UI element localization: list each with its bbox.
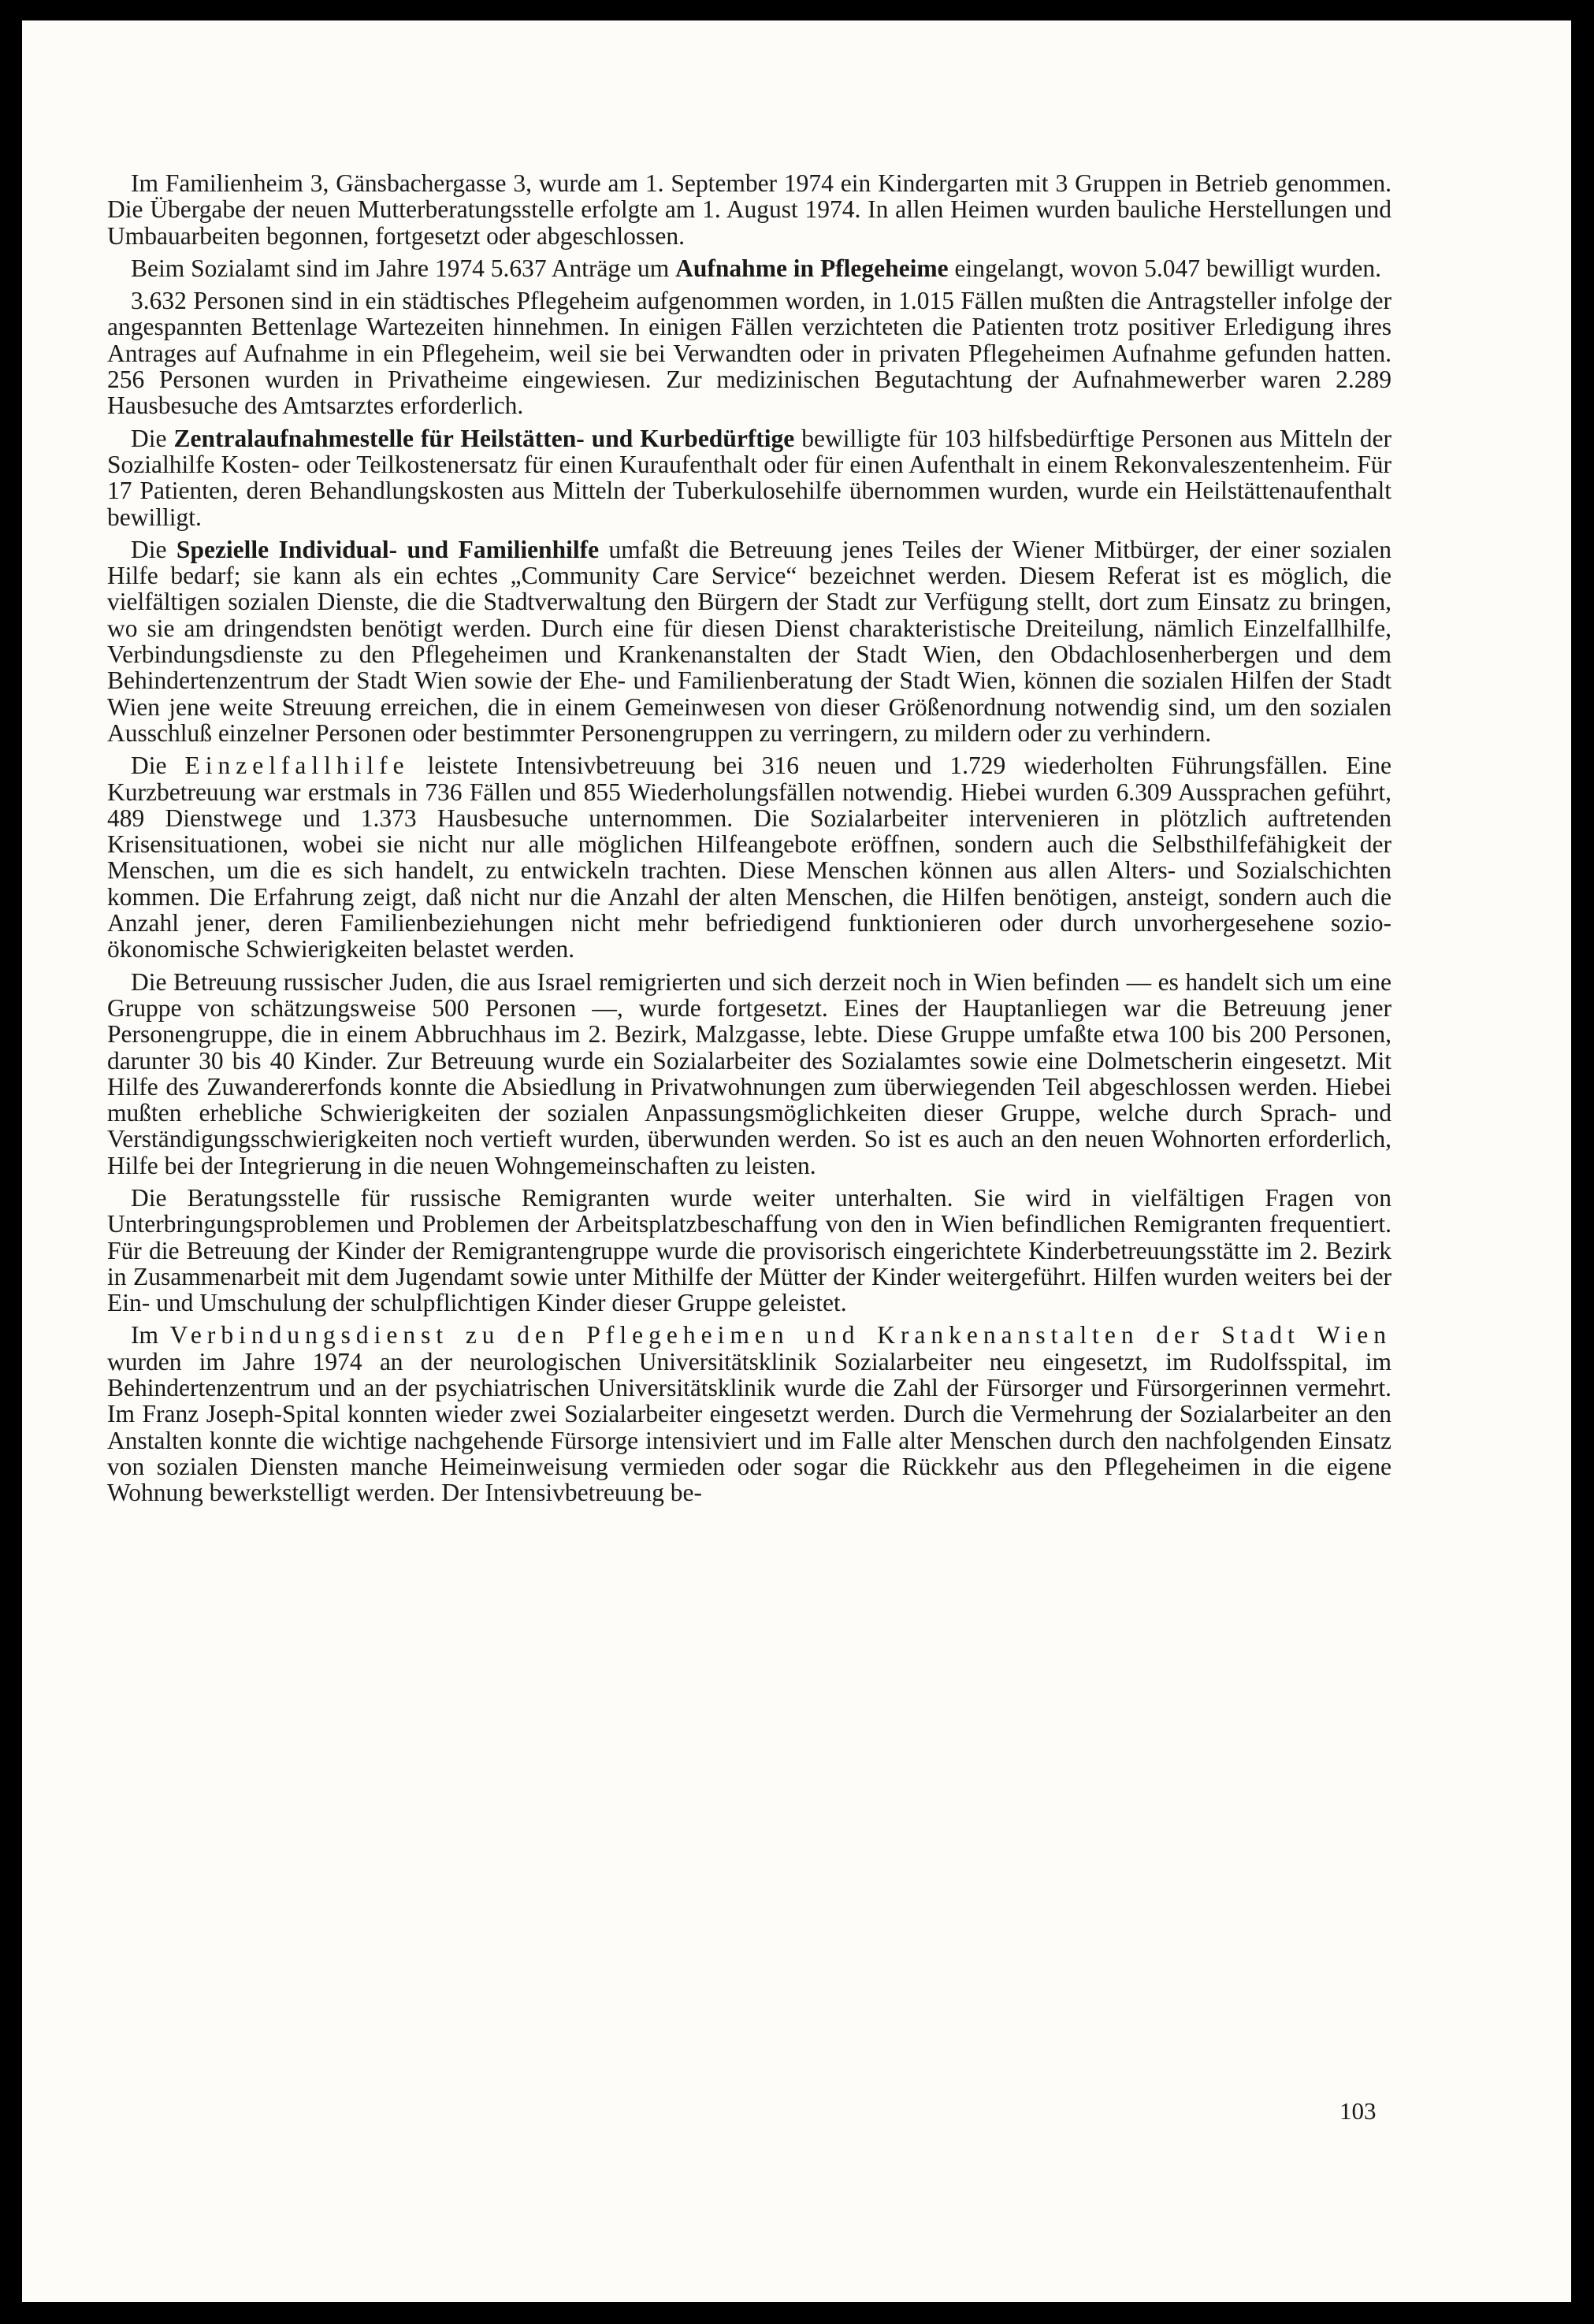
text-run: Im	[131, 1321, 170, 1349]
text-run: bewilligte für 103 hilfsbedürftige Personen aus Mitteln der Sozialhilfe Kosten- oder Teilkostenersatz für einen Kuraufenthalt oder für einen Aufenthalt in einem Rekonvaleszentenheim. Für 17 Patienten, deren Behandlungskosten aus Mitteln der Tuberkulosehilfe übernommen wurden, wurde ein Heilstättenaufenthalt bewilligt.	[107, 424, 1391, 531]
text-run: Die Betreuung russischer Juden, die aus Israel remigrierten und sich derzeit noch in Wien befinden — es handelt sich um eine Gruppe von schätzungsweise 500 Personen —, wurde fortgesetzt. Eines der Hauptanliegen war die Betreuung jener Personengruppe, die in einem Abbruchhaus im 2. Bezirk, Malzgasse, lebte. Diese Gruppe umfaßte etwa 100 bis 200 Personen, darunter 30 bis 40 Kinder. Zur Betreuung wurde ein Sozialarbeiter des Sozialamtes sowie eine Dolmetscherin eingesetzt. Mit Hilfe des Zuwandererfonds konnte die Absiedlung in Privatwohnungen zum überwiegenden Teil abgeschlossen werden. Hiebei mußten erhebliche Schwierigkeiten der sozialen Anpassungsmöglichkeiten dieser Gruppe, welche durch Sprach- und Verständigungsschwierigkeiten noch vertieft wurden, überwunden werden. So ist es auch an den neuen Wohnorten erforderlich, Hilfe bei der Integrierung in die neuen Wohngemeinschaften zu leisten.	[107, 967, 1391, 1179]
paragraph	[107, 969, 1391, 1179]
document-page	[22, 20, 1571, 2302]
text-run: Die	[131, 752, 185, 780]
paragraph	[107, 255, 1391, 281]
paragraph	[107, 536, 1391, 746]
text-run: Die Beratungsstelle für russische Remigranten wurde weiter unterhalten. Sie wird in vielfältigen Fragen von Unterbringungsproblemen und Problemen der Arbeitsplatzbeschaffung von den in Wien befindlichen Remigranten frequentiert. Für die Betreuung der Kinder der Remigrantengruppe wurde die provisorisch eingerichtete Kinderbetreuungsstätte im 2. Bezirk in Zusammenarbeit mit dem Jugendamt sowie unter Mithilfe der Mütter der Kinder weitergeführt. Hilfen wurden weiters bei der Ein- und Umschulung der schulpflichtigen Kinder dieser Gruppe geleistet.	[107, 1183, 1391, 1317]
text-run: umfaßt die Betreuung jenes Teiles der Wiener Mitbürger, der einer sozialen Hilfe bedarf; sie kann als ein echtes „Community Care Service“ bezeichnet werden. Diesem Referat ist es möglich, die vielfältigen sozialen Dienste, die die Stadtverwaltung den Bürgern der Stadt zur Verfügung stellt, dort zum Einsatz zu bringen, wo sie am dringendsten benötigt werden. Durch eine für diesen Dienst charakteristische Dreiteilung, nämlich Einzelfallhilfe, Verbindungsdienste zu den Pflegeheimen und Krankenanstalten der Stadt Wien, den Obdachlosenherbergen und dem Behindertenzentrum der Stadt Wien sowie der Ehe- und Familienberatung der Stadt Wien, können die sozialen Hilfen der Stadt Wien jene weite Streuung erreichen, die in einem Gemeinwesen von dieser Größenordnung notwendig sind, um den sozialen Ausschluß einzelner Personen oder bestimmter Personengruppen zu verringern, zu mildern oder zu verhindern.	[107, 535, 1391, 747]
bold-heading: Aufnahme in Pflegeheime	[675, 254, 949, 282]
paragraph	[107, 288, 1391, 418]
bold-heading: Spezielle Individual- und Familienhilfe	[176, 535, 600, 563]
text-run: Die	[131, 535, 176, 563]
paragraph	[107, 1322, 1391, 1505]
spaced-heading: Einzelfallhilfe	[184, 752, 410, 780]
spaced-heading: Verbindungsdienst zu den Pflegeheimen und Krankenanstalten der Stadt Wien	[169, 1321, 1391, 1349]
text-run: Die	[131, 424, 174, 452]
paragraph	[107, 425, 1391, 530]
paragraph	[107, 1185, 1391, 1316]
paragraph	[107, 170, 1391, 249]
text-run: eingelangt, wovon 5.047 bewilligt wurden.	[948, 254, 1382, 282]
paragraph	[107, 752, 1391, 962]
text-run: Im Familienheim 3, Gänsbachergasse 3, wurde am 1. September 1974 ein Kindergarten mit 3 Gruppen in Betrieb genommen. Die Übergabe der neuen Mutterberatungsstelle erfolgte am 1. August 1974. In allen Heimen wurden bauliche Herstellungen und Umbauarbeiten begonnen, fortgesetzt oder abgeschlossen.	[107, 169, 1391, 250]
page-number: 103	[1339, 2097, 1377, 2125]
text-run: Beim Sozialamt sind im Jahre 1974 5.637 Anträge um	[131, 254, 676, 282]
bold-heading: Zentralaufnahmestelle für Heilstätten- und Kurbedürftige	[173, 424, 795, 452]
text-run: wurden im Jahre 1974 an der neurologischen Universitätsklinik Sozialarbeiter neu eingesetzt, im Rudolfsspital, im Behindertenzentrum und an der psychiatrischen Universitätsklinik wurde die Zahl der Fürsorger und Fürsorgerinnen vermehrt. Im Franz Joseph-Spital konnten wieder zwei Sozialarbeiter eingesetzt werden. Durch die Vermehrung der Sozialarbeiter an den Anstalten konnte die wichtige nachgehende Fürsorge intensiviert und im Falle alter Menschen durch den nachfolgenden Einsatz von sozialen Diensten manche Heimeinweisung vermieden oder sogar die Rückkehr aus den Pflegeheimen in die eigene Wohnung bewerkstelligt werden. Der Intensivbetreuung be-	[107, 1347, 1391, 1507]
text-run: 3.632 Personen sind in ein städtisches Pflegeheim aufgenommen worden, in 1.015 Fällen mußten die Antragsteller infolge der angespannten Bettenlage Wartezeiten hinnehmen. In einigen Fällen verzichteten die Patienten trotz positiver Erledigung ihres Antrages auf Aufnahme in ein Pflegeheim, weil sie bei Verwandten oder in privaten Pflegeheimen Aufnahme gefunden hatten. 256 Personen wurden in Privatheime eingewiesen. Zur medizinischen Begutachtung der Aufnahmewerber waren 2.289 Hausbesuche des Amtsarztes erforderlich.	[107, 287, 1391, 420]
text-run: leistete Intensivbetreuung bei 316 neuen und 1.729 wiederholten Führungsfällen. Eine Kurzbetreuung war erstmals in 736 Fällen und 855 Wiederholungsfällen notwendig. Hiebei wurden 6.309 Aussprachen geführt, 489 Dienstwege und 1.373 Hausbesuche unternommen. Die Sozialarbeiter intervenieren in plötzlich auftretenden Krisensituationen, wobei sie nicht nur alle möglichen Hilfeangebote eröffnen, sondern auch die Selbsthilfefähigkeit der Menschen, um die es sich handelt, zu entwickeln trachten. Diese Menschen können aus allen Alters- und Sozialschichten kommen. Die Erfahrung zeigt, daß nicht nur die Anzahl der alten Menschen, die Hilfen benötigen, ansteigt, sondern auch die Anzahl jener, deren Familienbeziehungen nicht mehr befriedigend funktionieren oder durch unvorhergesehene sozio-ökonomische Schwierigkeiten belastet werden.	[107, 752, 1392, 963]
body-text	[107, 170, 1391, 1513]
